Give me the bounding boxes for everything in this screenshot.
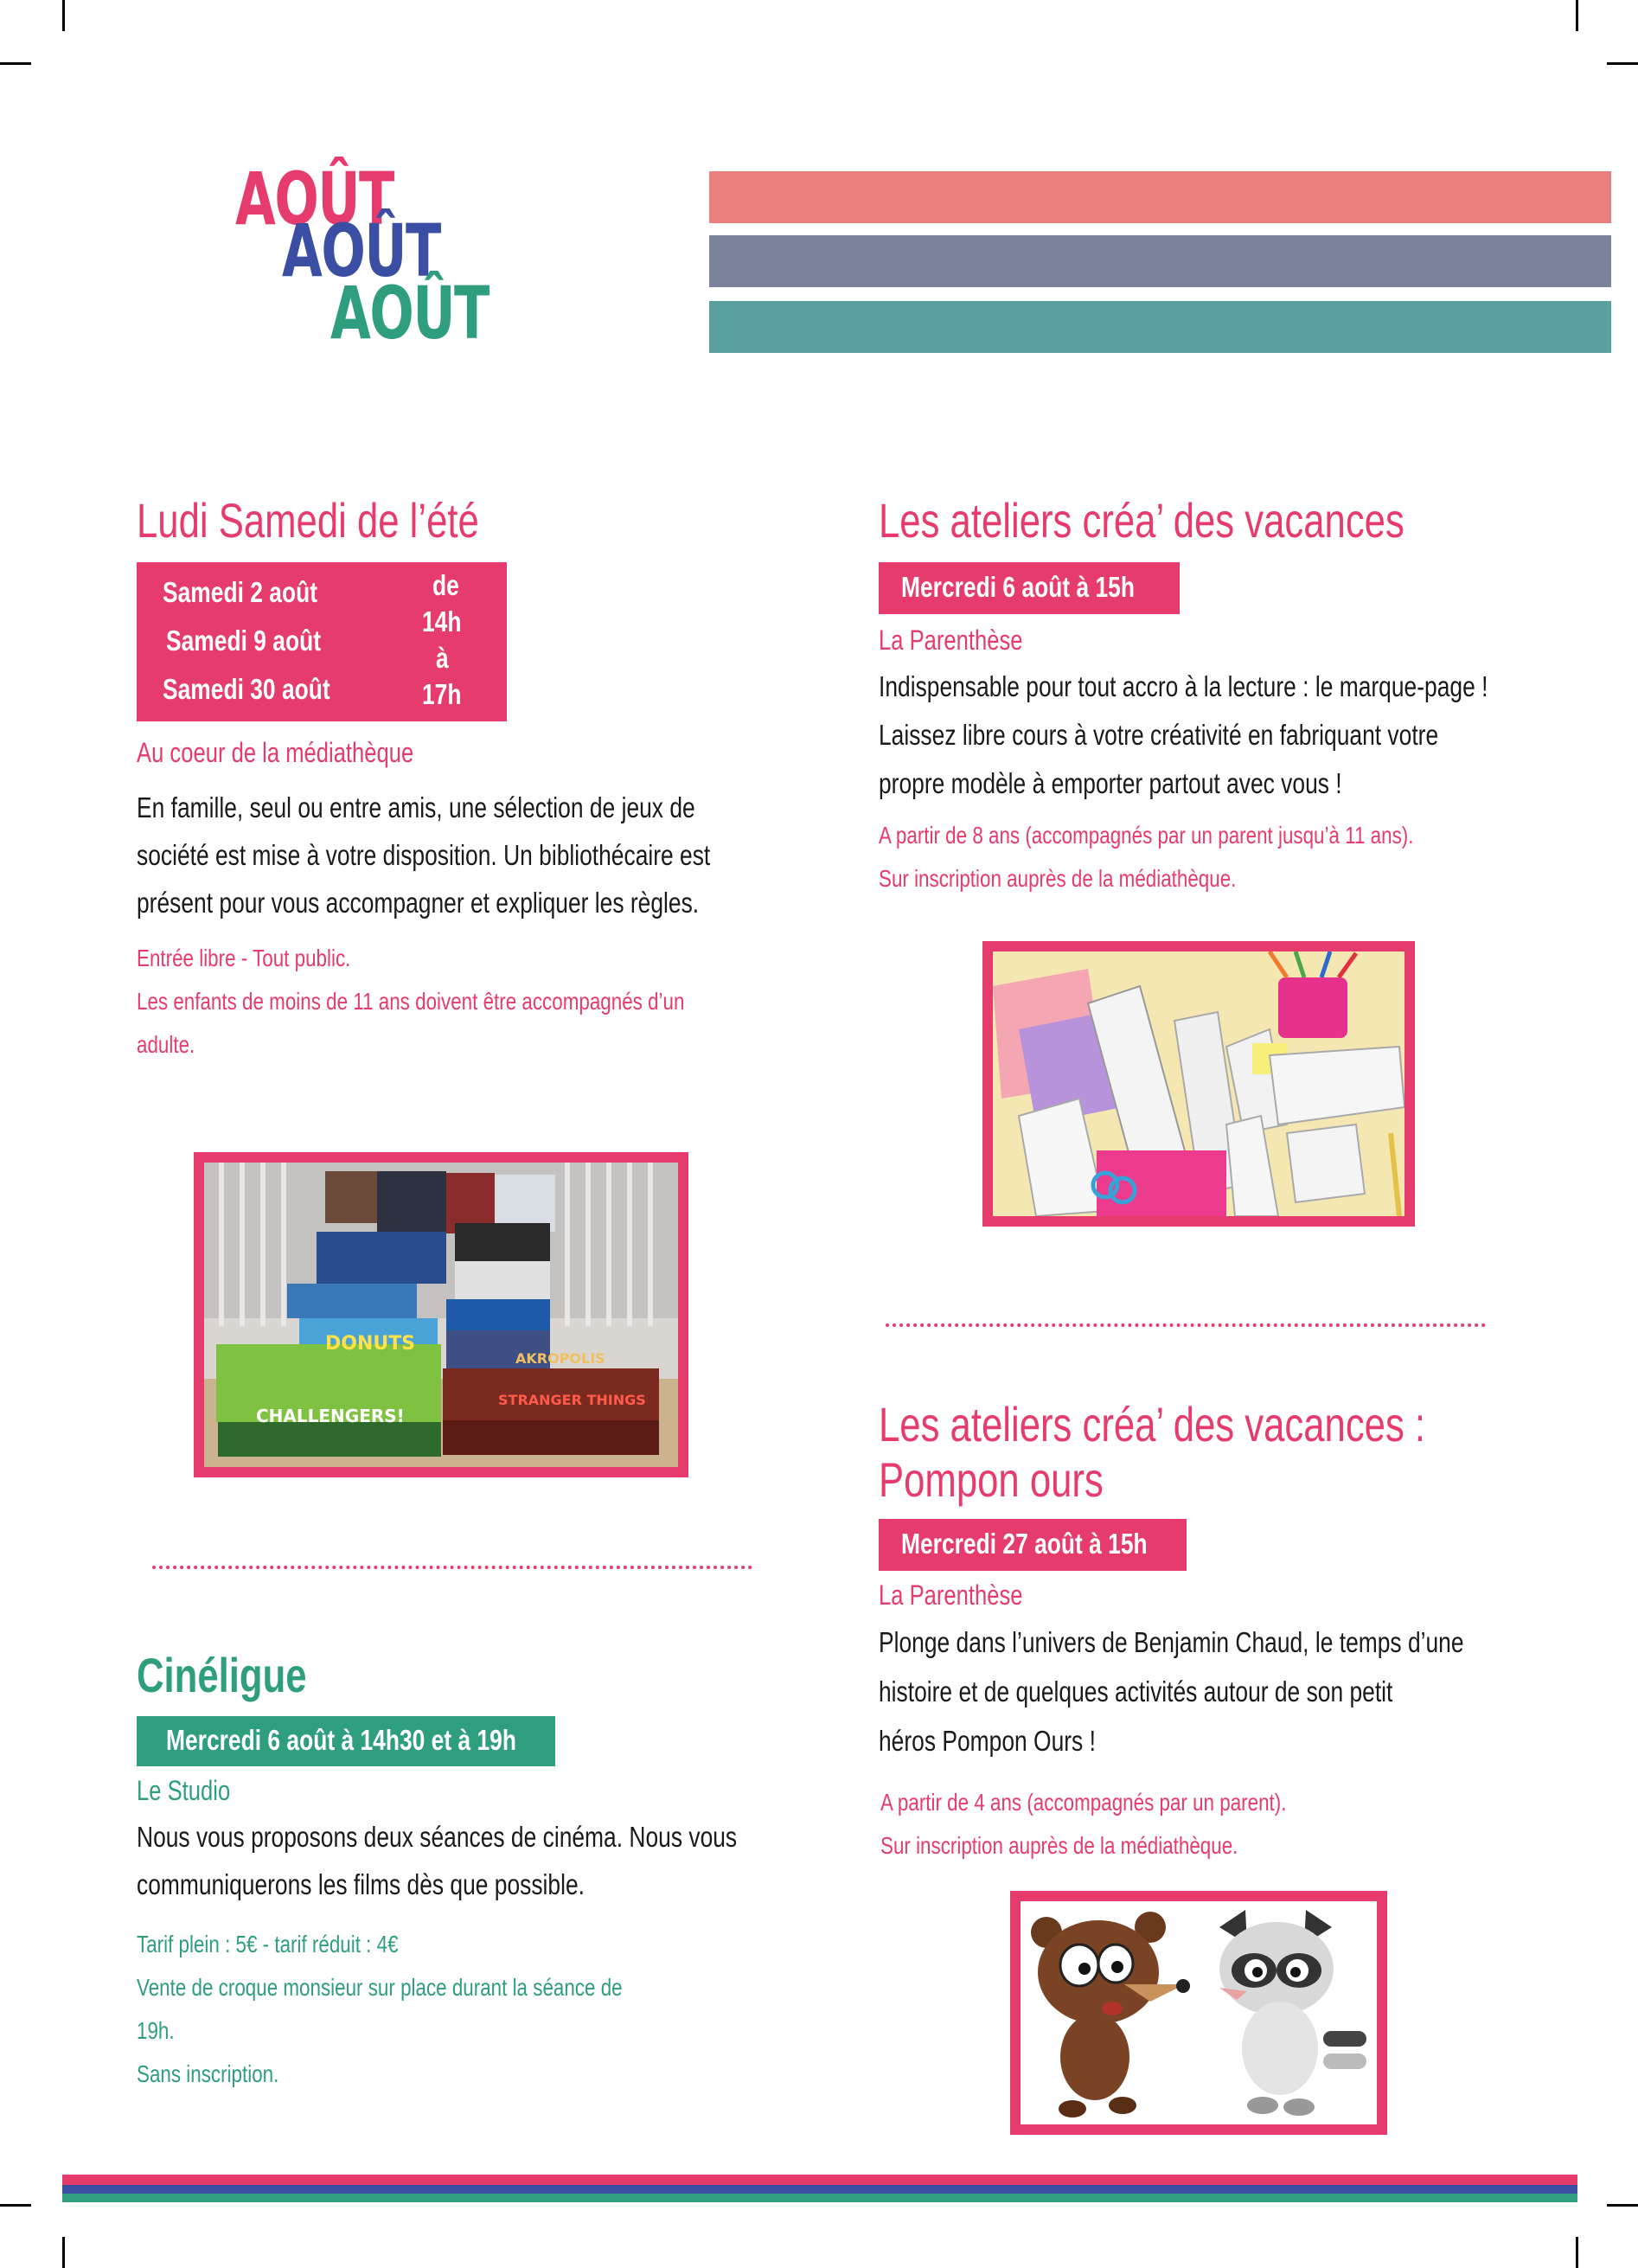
ludi-body-line: présent pour vous accompagner et expliquer les règles. (137, 887, 700, 919)
photo-label-stranger-things: STRANGER THINGS (498, 1392, 646, 1408)
divider-dotted (886, 1323, 1486, 1327)
footer-stripe-teal (62, 2194, 1577, 2202)
ateliers1-location: La Parenthèse (879, 625, 1023, 656)
ludi-location: Au coeur de la médiathèque (137, 737, 414, 768)
board-games-illustration (204, 1163, 678, 1467)
ateliers2-title-line2: Pompon ours (879, 1452, 1104, 1507)
ateliers2-note: A partir de 4 ans (accompagnés par un parent). (880, 1789, 1287, 1816)
ateliers2-body-line: héros Pompon Ours ! (879, 1725, 1096, 1757)
cineligue-note: Tarif plein : 5€ - tarif réduit : 4€ (137, 1931, 399, 1957)
logo-word-3: AOÛT (330, 271, 489, 356)
ateliers2-body-line: Plonge dans l’univers de Benjamin Chaud, le temps d’une (879, 1626, 1464, 1658)
crop-mark (1576, 2237, 1578, 2268)
ludi-hour-3: à (436, 642, 449, 674)
ludi-hour-2: 14h (422, 605, 462, 637)
ludi-date-2: Samedi 9 août (166, 625, 321, 657)
ludi-title: Ludi Samedi de l’été (137, 493, 479, 548)
crop-mark (62, 2237, 65, 2268)
ateliers2-body-line: histoire et de quelques activités autour de son petit (879, 1675, 1393, 1707)
ateliers1-date-box (879, 562, 1180, 614)
photo-label-akropolis: AKROPOLIS (515, 1350, 605, 1367)
ateliers1-body-line: propre modèle à emporter partout avec vous ! (879, 767, 1342, 799)
crop-mark (0, 62, 31, 65)
board-games-photo (194, 1152, 688, 1477)
logo-word-2: AOÛT (282, 208, 440, 293)
ludi-body-line: société est mise à votre disposition. Un bibliothécaire est (137, 839, 711, 871)
pompon-ours-illustration (1010, 1891, 1387, 2135)
crop-mark (1607, 2204, 1638, 2207)
pompon-ours-drawing (1021, 1901, 1377, 2124)
cineligue-date: Mercredi 6 août à 14h30 et à 19h (166, 1724, 516, 1756)
photo-label-donuts: DONUTS (325, 1333, 416, 1355)
header-stripe-pink (709, 171, 1611, 223)
ludi-date-box (137, 562, 507, 721)
ateliers2-location: La Parenthèse (879, 1579, 1023, 1611)
footer-stripe-blue (62, 2185, 1577, 2194)
ateliers2-note: Sur inscription auprès de la médiathèque. (880, 1832, 1238, 1859)
ludi-note: adulte. (137, 1031, 195, 1058)
bookmarks-photo (982, 941, 1415, 1227)
cineligue-body-line: Nous vous proposons deux séances de cinéma. Nous vous (137, 1821, 738, 1853)
photo-label-challengers: CHALLENGERS! (256, 1406, 405, 1426)
crop-mark (1576, 0, 1578, 31)
cineligue-body-line: communiquerons les films dès que possible. (137, 1868, 585, 1900)
ateliers1-note: Sur inscription auprès de la médiathèque. (879, 865, 1237, 892)
cineligue-note: Sans inscription. (137, 2060, 279, 2087)
ludi-body-line: En famille, seul ou entre amis, une sélection de jeux de (137, 791, 695, 823)
cineligue-location: Le Studio (137, 1775, 231, 1806)
ludi-date-1: Samedi 2 août (163, 576, 317, 608)
ateliers2-date: Mercredi 27 août à 15h (901, 1528, 1148, 1560)
ateliers2-date-box (879, 1519, 1187, 1571)
ateliers1-date: Mercredi 6 août à 15h (901, 571, 1135, 603)
cineligue-note: Vente de croque monsieur sur place durant la séance de (137, 1974, 623, 2001)
header-stripe-gray (709, 235, 1611, 287)
footer-stripe-pink (62, 2175, 1577, 2185)
ateliers1-body-line: Laissez libre cours à votre créativité en fabriquant votre (879, 719, 1439, 751)
cineligue-title: Cinéligue (137, 1648, 307, 1702)
ludi-hour-4: 17h (422, 678, 462, 710)
ludi-date-3: Samedi 30 août (163, 673, 330, 705)
ludi-hour-1: de (432, 569, 459, 601)
ateliers1-note: A partir de 8 ans (accompagnés par un parent jusqu’à 11 ans). (879, 822, 1414, 849)
cineligue-note: 19h. (137, 2017, 175, 2044)
ateliers2-title-line1: Les ateliers créa’ des vacances : (879, 1397, 1426, 1451)
ludi-note: Entrée libre - Tout public. (137, 945, 351, 971)
crop-mark (0, 2204, 31, 2207)
divider-dotted (152, 1566, 752, 1569)
crop-mark (1607, 62, 1638, 65)
cineligue-date-box (137, 1716, 555, 1766)
ateliers1-title: Les ateliers créa’ des vacances (879, 493, 1404, 548)
logo-word-1: AOÛT (235, 157, 394, 241)
ateliers1-body-line: Indispensable pour tout accro à la lecture : le marque-page ! (879, 670, 1488, 702)
header-stripe-teal (709, 301, 1611, 353)
bookmarks-illustration (993, 951, 1404, 1216)
ludi-note: Les enfants de moins de 11 ans doivent être accompagnés d’un (137, 988, 685, 1015)
crop-mark (62, 0, 65, 31)
